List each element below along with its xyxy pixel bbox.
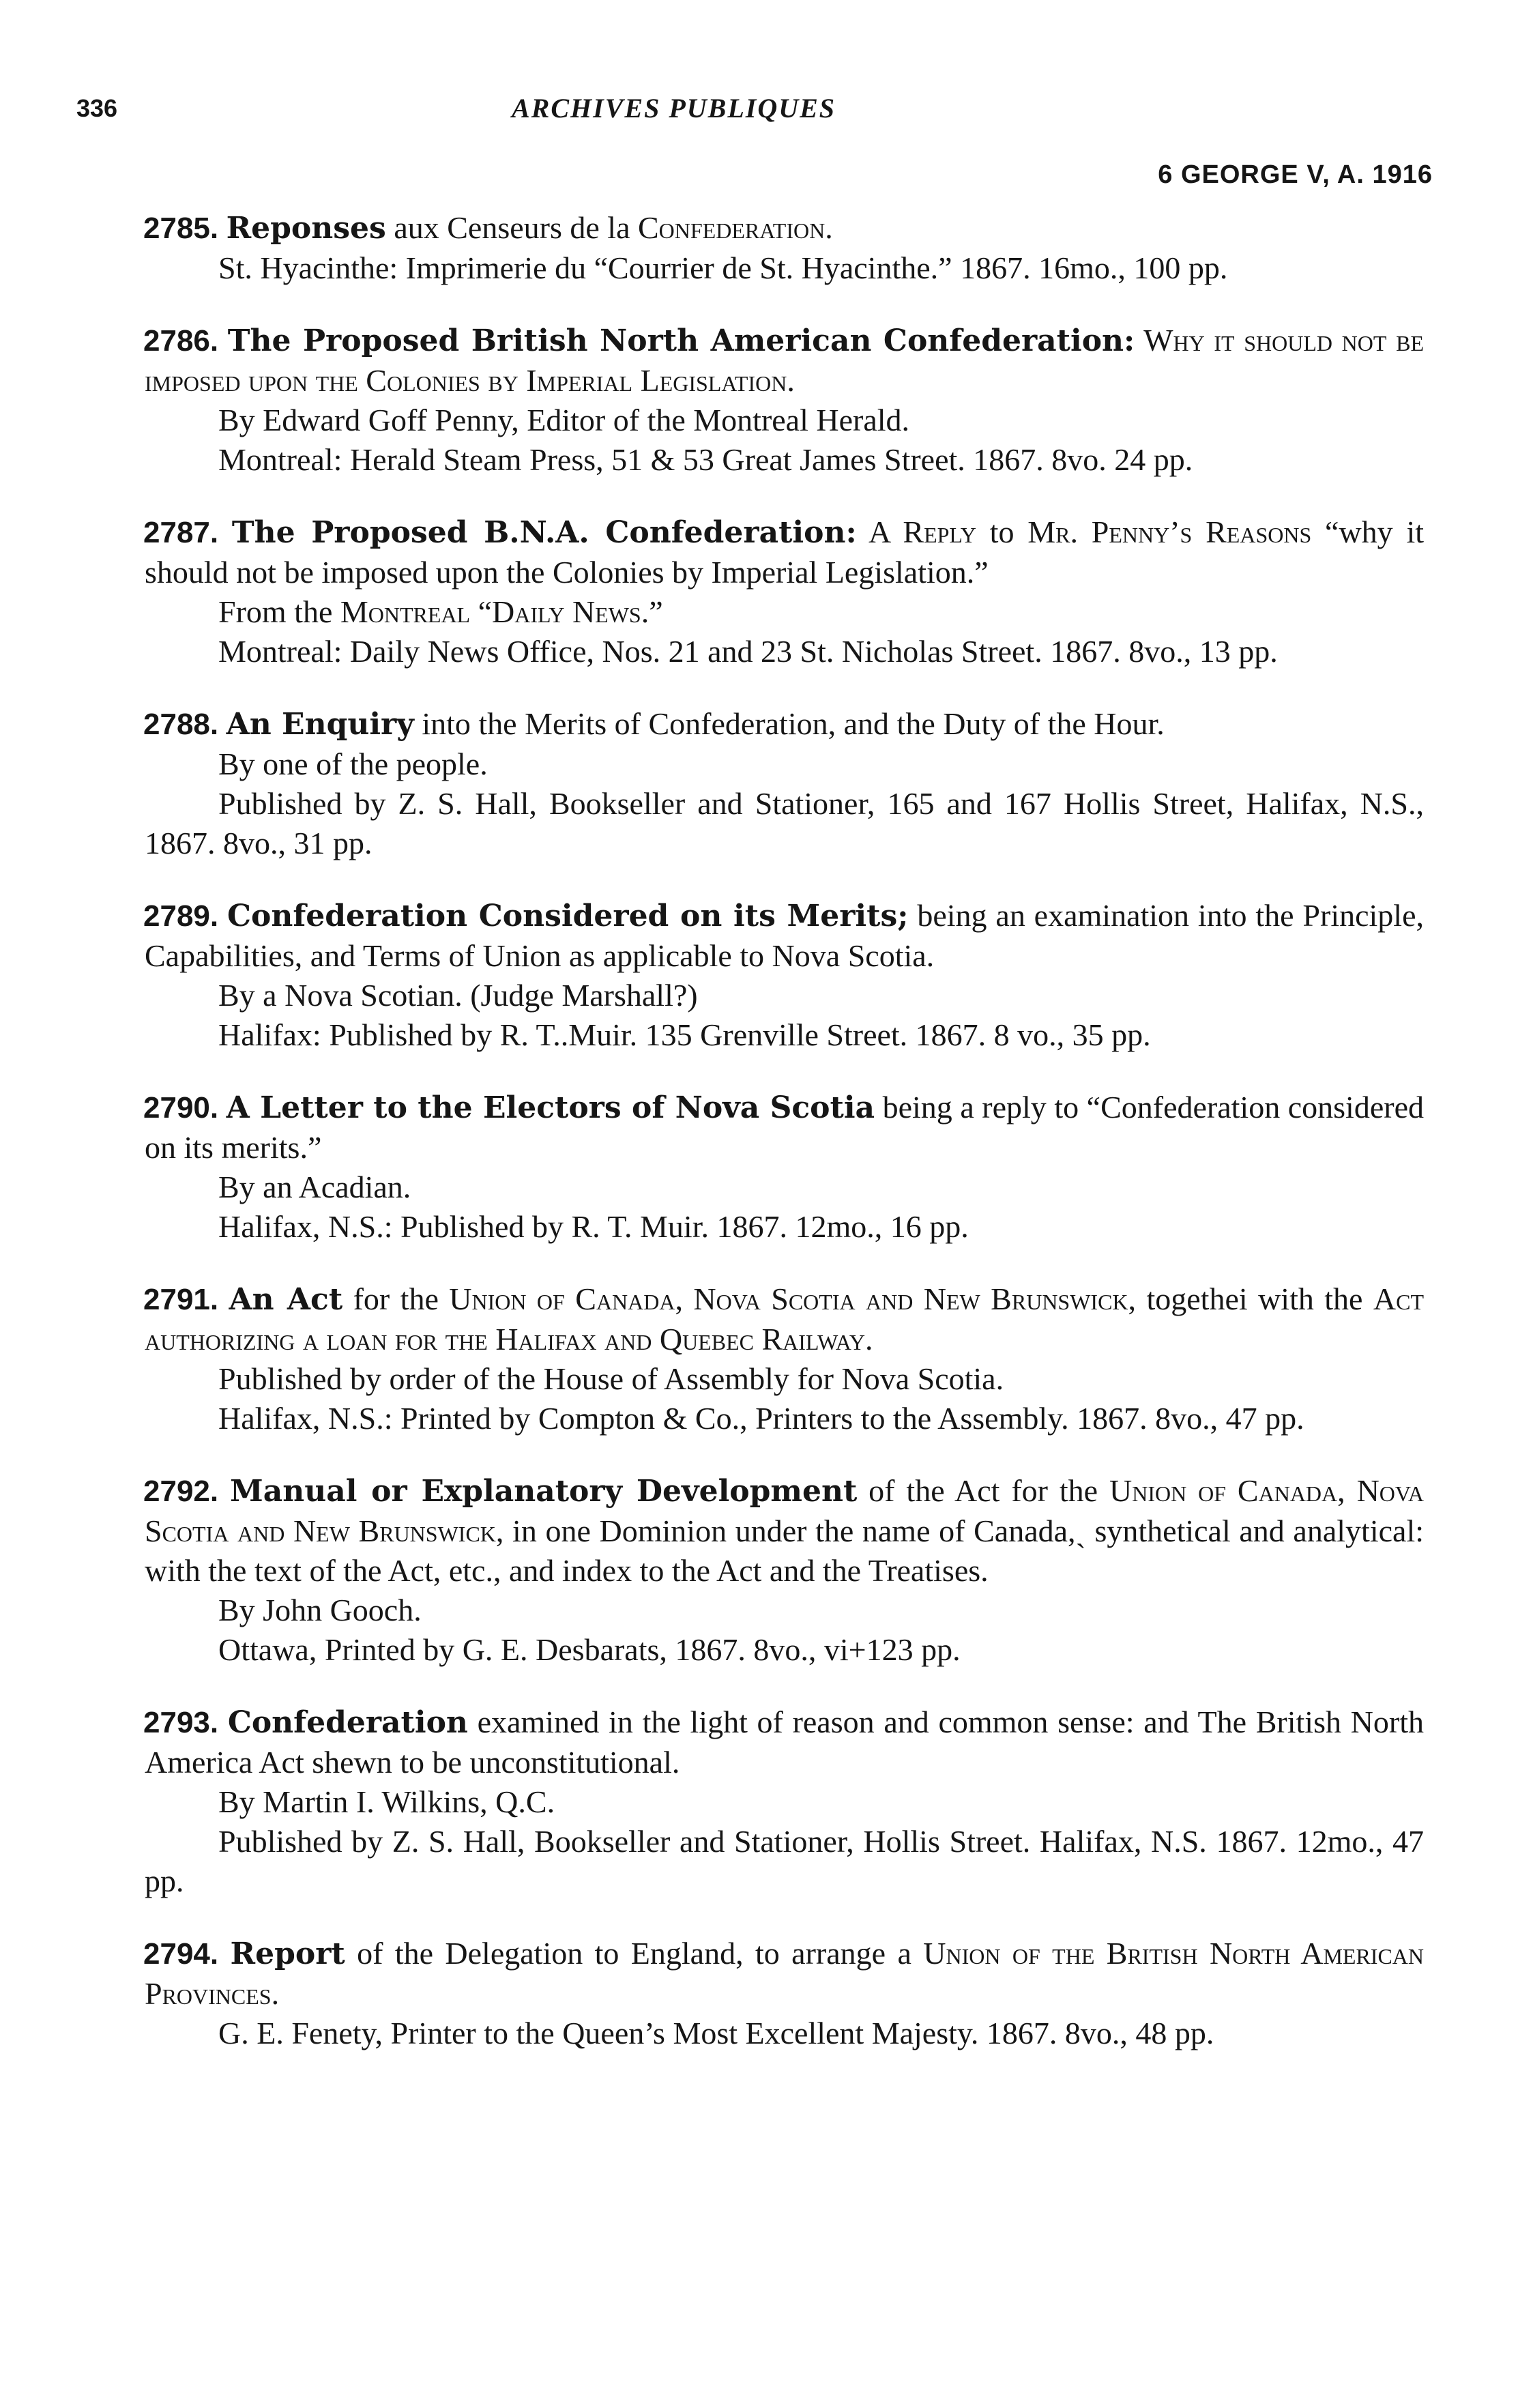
entry-line: G. E. Fenety, Printer to the Queen’s Most Excellent Majesty. 1867. 8vo., 48 pp.: [218, 2016, 1214, 2050]
bibliography-entries: [145, 208, 1424, 2086]
entry-2786: [145, 321, 1424, 480]
entry-line: Ottawa, Printed by G. E. Desbarats, 1867. 8vo., vi+123 pp.: [218, 1632, 961, 1667]
entry-2791: [145, 1279, 1424, 1438]
entry-text: of the Act for the: [857, 1473, 1109, 1508]
entry-line: By a Nova Scotian. (Judge Marshall?): [218, 978, 698, 1013]
entry-heading: [145, 1702, 1424, 1782]
entry-title: Manual or Explanatory Development: [230, 1474, 858, 1509]
entry-text: being a reply to “Confederation considered on its merits.”: [145, 1090, 1424, 1165]
entry-heading: [145, 208, 1424, 248]
entry-small-caps: Union of Canada, Nova Scotia and New Brunswick,: [449, 1281, 1137, 1316]
entry-title: A Letter to the Electors of Nova Scotia: [226, 1090, 875, 1125]
entry-2789: [145, 896, 1424, 1055]
entry-text: in one Dominion under the name of Canada,ˏ synthetical and analytical: with the text of the Act, etc., and index to the Act and the Treatises.: [145, 1513, 1425, 1588]
entry-title: Confederation Considered on its Merits;: [227, 899, 909, 933]
entry-line: Montreal: Daily News Office, Nos. 21 and 23 St. Nicholas Street. 1867. 8vo., 13 pp.: [218, 634, 1278, 669]
entry-text: examined in the light of reason and common sense: and The British North America Act shewn to be unconstitutional.: [145, 1705, 1424, 1780]
entry-small-caps: Montreal “Daily News.”: [340, 594, 663, 629]
entry-2794: [145, 1934, 1424, 2053]
entry-title: Reponses: [226, 211, 386, 246]
session-heading: 6 GEORGE V, A. 1916: [1158, 160, 1433, 189]
running-title: ARCHIVES PUBLIQUES: [512, 93, 836, 124]
entry-number: 2787.: [143, 516, 219, 549]
entry-2787: [145, 512, 1424, 671]
entry-number: 2791.: [143, 1283, 219, 1316]
entry-number: 2792.: [143, 1475, 219, 1508]
entry-number: 2789.: [143, 899, 219, 933]
entry-2788: [145, 704, 1424, 863]
entry-small-caps: Confederation.: [637, 210, 833, 245]
entry-heading: [145, 512, 1424, 592]
entry-text: to: [976, 514, 1028, 549]
entry-heading: [145, 1088, 1424, 1167]
page-number: 336: [76, 94, 118, 122]
entry-number: 2793.: [143, 1706, 219, 1739]
entry-line: By an Acadian.: [218, 1170, 411, 1204]
entry-line: Published by Z. S. Hall, Bookseller and Stationer, 165 and 167 Hollis Street, Halifax, N.S., 1867. 8vo., 31 pp.: [145, 786, 1424, 860]
entry-heading: [145, 1934, 1424, 2014]
entry-line: By John Gooch.: [218, 1593, 422, 1627]
entry-text: From the: [218, 594, 340, 629]
entry-text: aux Censeurs de la: [385, 210, 638, 245]
entry-text: “why it should not be imposed upon the Colonies by Imperial Legislation.”: [145, 514, 1425, 590]
entry-small-caps: Act authorizing a loan for the Halifax and Quebec Railway.: [145, 1281, 1425, 1357]
entry-title: An Enquiry: [226, 707, 414, 742]
entry-line: [145, 592, 1424, 632]
entry-line: Published by order of the House of Assembly for Nova Scotia.: [218, 1361, 1004, 1396]
entry-small-caps: Union of the British North American Provinces.: [145, 1936, 1425, 2011]
entry-number: 2788.: [143, 708, 219, 741]
entry-line: Halifax: Published by R. T..Muir. 135 Grenville Street. 1867. 8 vo., 35 pp.: [218, 1017, 1151, 1052]
entry-line: Montreal: Herald Steam Press, 51 & 53 Great James Street. 1867. 8vo. 24 pp.: [218, 442, 1193, 477]
entry-heading: [145, 704, 1424, 744]
entry-line: St. Hyacinthe: Imprimerie du “Courrier de St. Hyacinthe.” 1867. 16mo., 100 pp.: [218, 250, 1228, 285]
entry-small-caps: Mr. Penny’s Reasons: [1027, 514, 1312, 549]
entry-number: 2794.: [143, 1937, 219, 1971]
entry-number: 2786.: [143, 324, 219, 358]
entry-text: of the Delegation to England, to arrange a: [345, 1936, 924, 1971]
entry-line: By one of the people.: [218, 746, 488, 781]
entry-2785: [145, 208, 1424, 288]
entry-line: Halifax, N.S.: Published by R. T. Muir. 1867. 12mo., 16 pp.: [218, 1209, 969, 1244]
entry-small-caps: Reply: [903, 514, 976, 549]
entry-2793: [145, 1702, 1424, 1901]
entry-small-caps: Why it should not be imposed upon the Colonies by Imperial Legislation.: [145, 323, 1424, 398]
entry-heading: [145, 1279, 1424, 1359]
entry-line: By Edward Goff Penny, Editor of the Montreal Herald.: [218, 403, 910, 437]
entry-title: Report: [230, 1936, 345, 1971]
entry-title: An Act: [229, 1282, 343, 1317]
entry-line: Published by Z. S. Hall, Bookseller and Stationer, Hollis Street. Halifax, N.S. 1867. 12mo., 47 pp.: [145, 1824, 1424, 1898]
entry-2792: [145, 1471, 1424, 1670]
entry-title: The Proposed British North American Confederation:: [227, 323, 1135, 358]
entry-2790: [145, 1088, 1424, 1247]
entry-line: Halifax, N.S.: Printed by Compton & Co., Printers to the Assembly. 1867. 8vo., 47 pp.: [218, 1401, 1304, 1436]
entry-number: 2790.: [143, 1091, 219, 1125]
entry-text: into the Merits of Confederation, and the Duty of the Hour.: [413, 706, 1165, 741]
entry-title: The Proposed B.N.A. Confederation:: [231, 515, 857, 550]
entry-title: Confederation: [227, 1705, 468, 1740]
entry-heading: [145, 1471, 1424, 1591]
entry-text: A: [856, 514, 903, 549]
entry-heading: [145, 896, 1424, 976]
entry-text: togethei with the: [1136, 1281, 1373, 1316]
entry-text: for the: [342, 1281, 450, 1316]
entry-text: being an examination into the Principle, Capabilities, and Terms of Union as applicable to Nova Scotia.: [145, 898, 1424, 973]
entry-number: 2785.: [143, 212, 219, 245]
entry-heading: [145, 321, 1424, 401]
entry-small-caps: Union of Canada, Nova Scotia and New Brunswick,: [145, 1473, 1424, 1548]
entry-line: By Martin I. Wilkins, Q.C.: [218, 1784, 555, 1819]
